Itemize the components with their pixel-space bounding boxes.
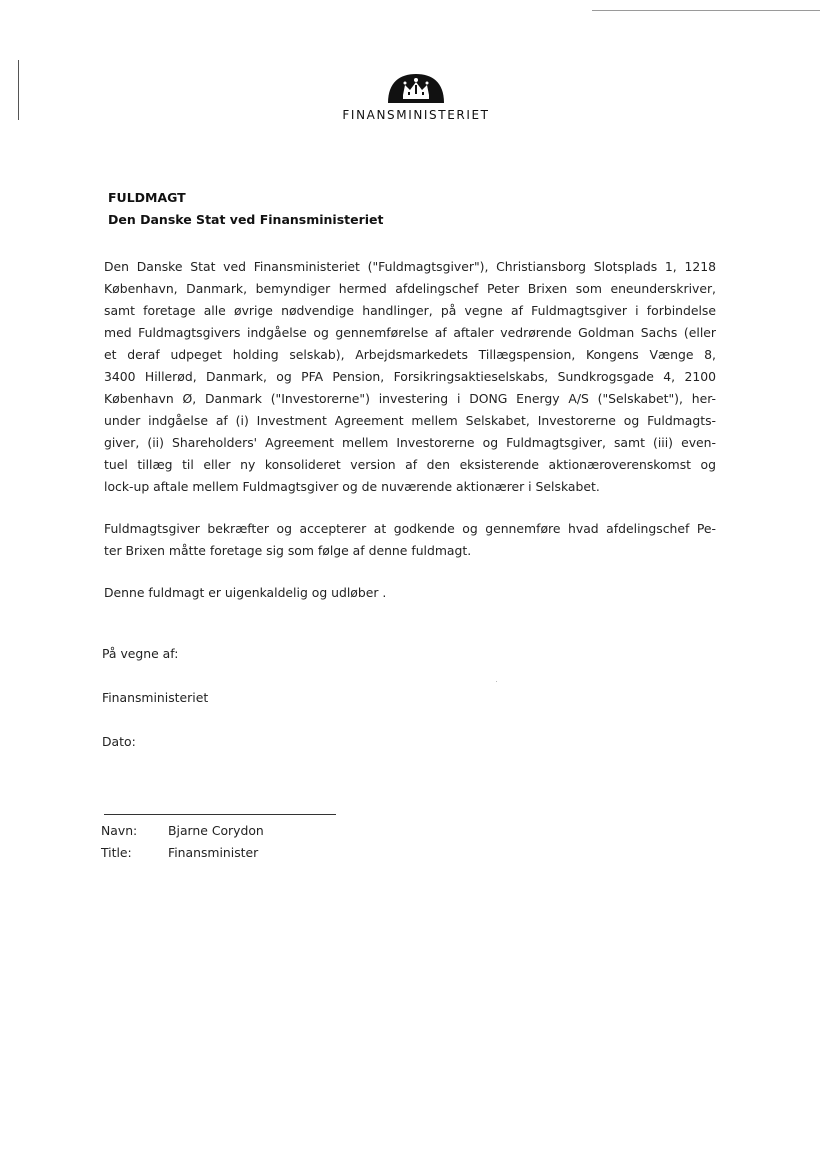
paragraph-line: med Fuldmagtsgivers indgåelse og gennemførelse af aftaler vedrørende Goldman Sachs (eller bbox=[104, 325, 716, 340]
paragraph-line: Denne fuldmagt er uigenkaldelig og udløber . bbox=[104, 585, 387, 600]
letterhead bbox=[300, 72, 532, 124]
paragraph-line: et deraf udpeget holding selskab), Arbejdsmarkedets Tillægspension, Kongens Vænge 8, bbox=[104, 347, 716, 362]
crown-seal-icon bbox=[386, 72, 446, 104]
paragraph-line: Fuldmagtsgiver bekræfter og accepterer at godkende og gennemføre hvad afdelingschef Pe- bbox=[104, 521, 716, 536]
document-subtitle: Den Danske Stat ved Finansministeriet bbox=[108, 212, 384, 227]
document-title: FULDMAGT bbox=[108, 190, 186, 205]
on-behalf-label: På vegne af: bbox=[102, 646, 179, 661]
title-label: Title: bbox=[101, 845, 132, 860]
irrevocability-paragraph bbox=[104, 582, 716, 604]
paragraph-line: giver, (ii) Shareholders' Agreement mellem Investorerne og Fuldmagtsgiver, samt (iii) even- bbox=[104, 435, 716, 450]
name-label: Navn: bbox=[101, 823, 138, 838]
paragraph-line: under indgåelse af (i) Investment Agreement mellem Selskabet, Investorerne og Fuldmagts- bbox=[104, 413, 716, 428]
signature-line bbox=[104, 814, 336, 815]
paragraph-line: ter Brixen måtte foretage sig som følge af denne fuldmagt. bbox=[104, 543, 472, 558]
scan-artifact-dot bbox=[496, 681, 497, 682]
date-label: Dato: bbox=[102, 734, 136, 749]
organization-name: Finansministeriet bbox=[102, 690, 209, 705]
title-value: Finansminister bbox=[168, 845, 259, 860]
name-value: Bjarne Corydon bbox=[168, 823, 264, 838]
confirmation-paragraph bbox=[104, 518, 716, 562]
scan-artifact-top bbox=[592, 10, 820, 11]
authorization-paragraph bbox=[104, 256, 716, 498]
paragraph-line: København Ø, Danmark ("Investorerne") investering i DONG Energy A/S ("Selskabet"), her- bbox=[104, 391, 716, 406]
paragraph-line: København, Danmark, bemyndiger hermed afdelingschef Peter Brixen som eneunderskriver, bbox=[104, 281, 716, 296]
scan-artifact-left bbox=[18, 60, 19, 120]
paragraph-line: samt foretage alle øvrige nødvendige handlinger, på vegne af Fuldmagtsgiver i forbindelse bbox=[104, 303, 716, 318]
paragraph-line: lock-up aftale mellem Fuldmagtsgiver og de nuværende aktionærer i Selskabet. bbox=[104, 479, 600, 494]
paragraph-line: tuel tillæg til eller ny konsolideret version af den eksisterende aktionæroverenskomst og bbox=[104, 457, 716, 472]
paragraph-line: 3400 Hillerød, Danmark, og PFA Pension, Forsikringsaktieselskabs, Sundkrogsgade 4, 2100 bbox=[104, 369, 716, 384]
paragraph-line: Den Danske Stat ved Finansministeriet ("Fuldmagtsgiver"), Christiansborg Slotsplads 1, 1218 bbox=[104, 259, 716, 274]
ministry-wordmark: FINANSMINISTERIET bbox=[342, 108, 490, 122]
